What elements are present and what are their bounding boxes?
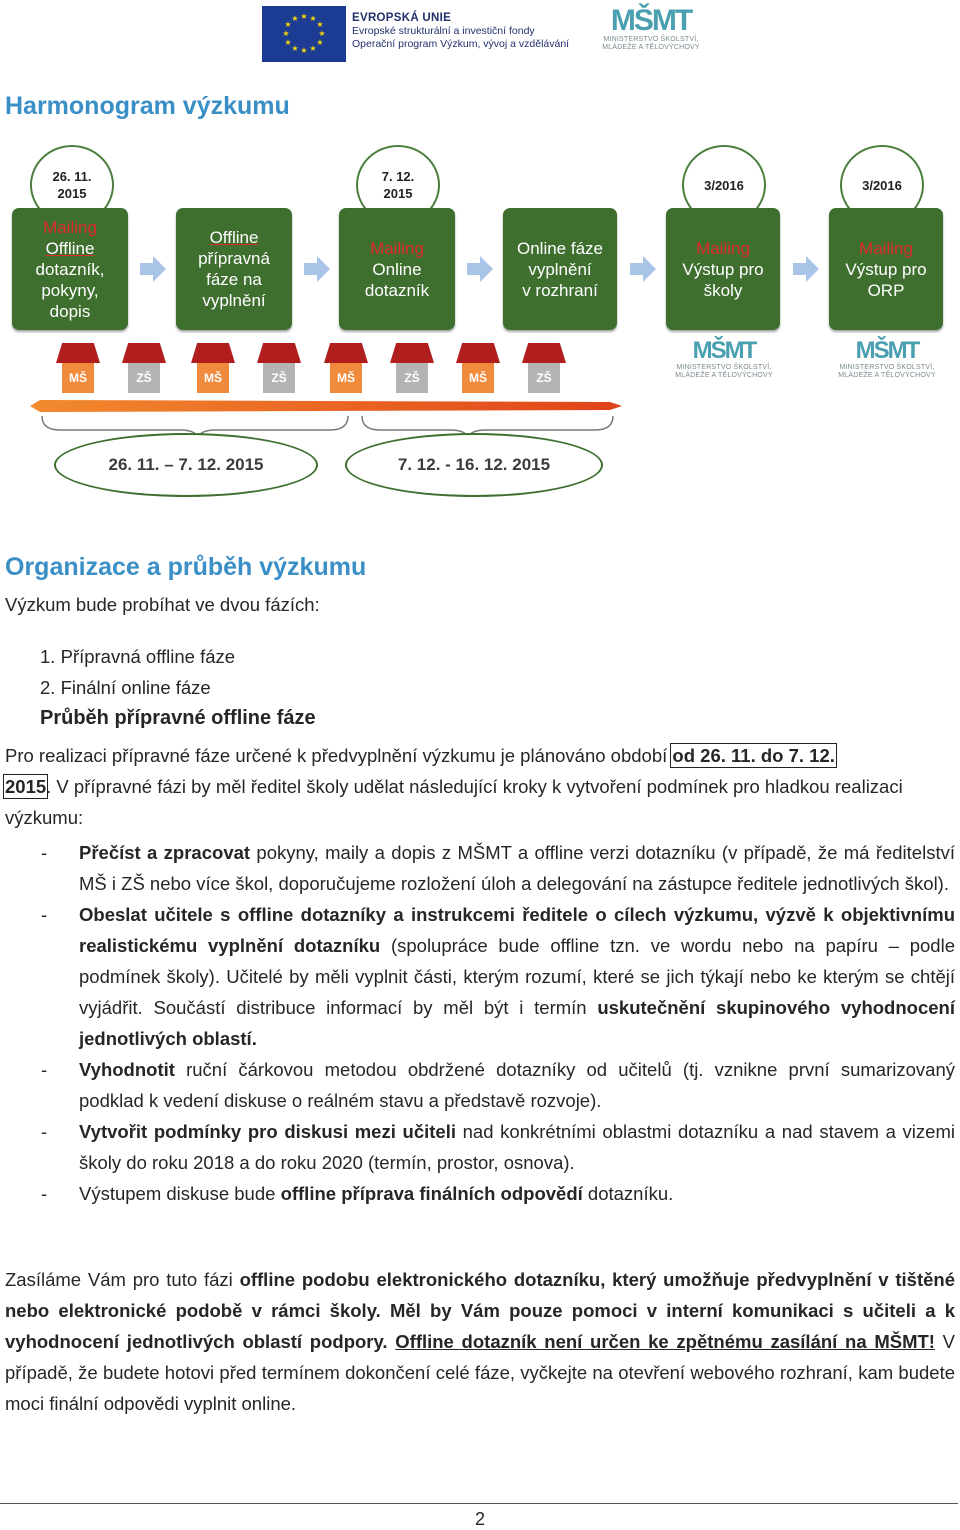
- phase-item-1: 1. Přípravná offline fáze: [40, 646, 236, 667]
- house-label: MŠ: [62, 363, 94, 393]
- harmonogram-title: Harmonogram výzkumu: [5, 92, 290, 120]
- p2-text: Zasíláme Vám pro tuto fázi: [5, 1269, 240, 1290]
- svg-text:★: ★: [309, 44, 317, 53]
- arrow-right-icon: [304, 256, 330, 282]
- period-ellipse-2: [345, 433, 603, 497]
- phase-item-2: 2. Finální online fáze: [40, 677, 211, 698]
- p2-warning: Offline dotazník není určen ke zpětnému zasílání na MŠMT!: [395, 1331, 935, 1352]
- eu-logo-text: [352, 12, 592, 51]
- house-label: MŠ: [462, 363, 494, 393]
- svg-text:★: ★: [300, 12, 308, 21]
- svg-text:★: ★: [316, 20, 324, 29]
- msmt-mark: MŠMT: [692, 337, 756, 364]
- box-line: fáze na: [206, 270, 262, 289]
- box-line: Online: [372, 259, 422, 279]
- step-bold: Vyhodnotit: [79, 1059, 175, 1080]
- msmt-sub-1: MINISTERSTVO ŠKOLSTVÍ,: [603, 36, 699, 43]
- box-line: Offline: [45, 238, 95, 258]
- school-house-ms: [456, 343, 500, 393]
- eu-line-3: Operační program Výzkum, vývoj a vzdělávání: [352, 38, 570, 50]
- phase-box-2: [176, 208, 292, 330]
- p2-text-2: V případě, že budete hotovi před termínem dokončení celé fáze, vyčkejte na otevření webového rozhraní, kam budete moci finální odpovědi vyplnit online.: [5, 1331, 955, 1414]
- mailing-label: Mailing: [859, 238, 913, 258]
- msmt-mark: MŠMT: [610, 4, 692, 37]
- step-bold: Obeslat učitele s offline dotazníky a instrukcemi ředitele o cílech výzkumu, výzvě k objektivnímu realistickému vyplnění dotazníku: [79, 904, 955, 956]
- house-label: ZŠ: [396, 363, 428, 393]
- p2-bold: offline podobu elektronického dotazníku, který umožňuje předvyplnění v tištěné nebo elektronické podobě v rámci školy. Měl by Vám pouze pomoci v interní komunikaci s učiteli a k vyhodnocení jednotlivých oblastí podpory.: [5, 1269, 955, 1352]
- box-line: Výstup pro: [845, 259, 927, 279]
- msmt-logo-small: [668, 338, 780, 380]
- step-text: pokyny, maily a dopis z MŠMT a offline verzi dotazníku (v případě, že má ředitelství MŠ i ZŠ nebo více škol, doporučujeme rozložení úloh a delegování na zástupce ředitele jednotlivých škol).: [79, 842, 955, 894]
- period-highlight: od 26. 11. do 7. 12.: [672, 745, 835, 766]
- msmt-sub-2: MLÁDEŽE A TĚLOVÝCHOVY: [838, 372, 936, 379]
- svg-text:★: ★: [316, 38, 324, 47]
- page-number: 2: [474, 1509, 485, 1529]
- date-circle-text: 7. 12. 2015: [381, 169, 415, 201]
- box-line: dotazník,: [35, 259, 105, 279]
- phase-box-1: [12, 208, 128, 330]
- house-label: ZŠ: [263, 363, 295, 393]
- arrow-right-icon: [630, 256, 656, 282]
- msmt-logo: [596, 6, 706, 52]
- p1-text-2: . V přípravné fázi by měl ředitel školy udělat následující kroky k vytvoření podmínek pro hladkou realizaci výzkumu:: [5, 776, 903, 828]
- svg-text:★: ★: [309, 14, 317, 23]
- arrow-right-icon: [467, 256, 493, 282]
- msmt-sub-2: MLÁDEŽE A TĚLOVÝCHOVY: [675, 372, 773, 379]
- house-label: ZŠ: [528, 363, 560, 393]
- arrow-right-icon: [140, 256, 166, 282]
- period-highlight-year: 2015: [5, 776, 47, 797]
- date-circle-text: 3/2016: [704, 177, 744, 193]
- msmt-sub-1: MINISTERSTVO ŠKOLSTVÍ,: [839, 364, 935, 371]
- p1-text: Pro realizaci přípravné fáze určené k předvyplnění výzkumu je plánováno období: [5, 745, 673, 766]
- step-bold: Vytvořit podmínky pro diskusi mezi učiteli: [79, 1121, 456, 1142]
- svg-text:★: ★: [291, 14, 299, 23]
- list-item: - Vyhodnotit ruční čárkovou metodou obdržené dotazníky od učitelů (tj. vznikne první sumarizovaný podklad k vedení diskuse o reálném stavu a představě rozvoje).: [41, 1059, 955, 1111]
- box-line: ORP: [867, 280, 905, 300]
- box-line: v rozhraní: [522, 280, 598, 300]
- box-line: dopis: [49, 301, 91, 321]
- subtitle: Průběh přípravné offline fáze: [40, 707, 316, 729]
- school-house-zs: [390, 343, 434, 393]
- mailing-label: Mailing: [43, 217, 97, 237]
- list-item: - Výstupem diskuse bude offline příprava finálních odpovědí dotazníku.: [41, 1183, 674, 1204]
- eu-line-2: Evropské strukturální a investiční fondy: [352, 25, 535, 37]
- list-item: - Vytvořit podmínky pro diskusi mezi učiteli nad konkrétními oblastmi dotazníku a nad stavem a vizemi školy do roku 2018 a do roku 2020 (termín, prostor, osnova).: [41, 1121, 955, 1173]
- school-house-zs: [122, 343, 166, 393]
- house-label: ZŠ: [128, 363, 160, 393]
- mailing-label: Mailing: [370, 238, 424, 258]
- svg-text:★: ★: [291, 44, 299, 53]
- arrow-right-icon: [793, 256, 819, 282]
- step-text: nad konkrétními oblastmi dotazníku a nad stavem a vizemi školy do roku 2018 a do roku 2020 (termín, prostor, osnova).: [79, 1121, 955, 1173]
- date-circle-text: 26. 11. 2015: [52, 169, 92, 201]
- svg-text:★: ★: [282, 29, 290, 38]
- step-bold: uskutečnění skupinového vyhodnocení jednotlivých oblastí.: [79, 997, 955, 1049]
- msmt-mark: MŠMT: [855, 337, 919, 364]
- box-line: vyplnění: [528, 259, 592, 279]
- date-circle-text: 3/2016: [862, 177, 902, 193]
- step-text: dotazníku.: [582, 1183, 674, 1204]
- box-line: Online fáze: [517, 238, 603, 258]
- timeline-diagram: [0, 140, 960, 500]
- phase-box-6: [829, 208, 943, 330]
- box-line: vyplnění: [202, 291, 266, 310]
- house-label: MŠ: [330, 363, 362, 393]
- phase-box-5: [666, 208, 780, 330]
- school-house-zs: [522, 343, 566, 393]
- period-ellipse-1: [54, 433, 318, 497]
- organizace-title: Organizace a průběh výzkumu: [5, 553, 367, 581]
- step-list: [5, 837, 955, 1209]
- svg-text:★: ★: [300, 46, 308, 55]
- eu-line-1: EVROPSKÁ UNIE: [352, 12, 452, 24]
- paragraph-1: [5, 740, 955, 833]
- house-label: MŠ: [197, 363, 229, 393]
- paragraph-2: [5, 1264, 955, 1419]
- intro-text: Výzkum bude probíhat ve dvou fázích:: [5, 594, 320, 615]
- footer-divider: [0, 1503, 958, 1504]
- svg-text:★: ★: [318, 29, 326, 38]
- list-item: - Obeslat učitele s offline dotazníky a instrukcemi ředitele o cílech výzkumu, výzvě k objektivnímu realistickému vyplnění dotazníku (spolupráce bude offline tzn. ve wordu nebo na papíru – podle podmínek školy). Učitelé by měli vyplnit části, kterým rozumí, které se jich týkají nebo ke kterým se chtějí vyjádřit. Součástí distribuce informací by měl být i termín uskutečnění skupinového vyhodnocení jednotlivých oblastí.: [41, 904, 955, 1049]
- box-line: pokyny,: [41, 280, 99, 300]
- box-line: přípravná: [198, 249, 270, 268]
- step-bold: Přečíst a zpracovat: [79, 842, 251, 863]
- box-line: školy: [703, 280, 743, 300]
- step-text: (spolupráce bude offline tzn. ve wordu nebo na papíru – podle podmínek školy). Učitelé by měli vyplnit části, kterým rozumí, které se jich týkají nebo ke kterým se chtějí vyjádřit. Součástí distribuce informací by měl být i termín: [79, 935, 955, 1018]
- step-bold: offline příprava finálních odpovědí: [280, 1183, 583, 1204]
- school-house-zs: [257, 343, 301, 393]
- box-line: Offline: [209, 228, 259, 247]
- msmt-logo-small: [831, 338, 943, 380]
- box-line: dotazník: [364, 280, 430, 300]
- school-house-ms: [56, 343, 100, 393]
- svg-text:★: ★: [284, 38, 292, 47]
- period-label: 7. 12. - 16. 12. 2015: [397, 455, 551, 474]
- msmt-sub-1: MINISTERSTVO ŠKOLSTVÍ,: [676, 364, 772, 371]
- school-house-ms: [324, 343, 368, 393]
- step-text: ruční čárkovou metodou obdržené dotazníky od učitelů (tj. vznikne první sumarizovaný podklad k vedení diskuse o reálném stavu a představě rozvoje).: [79, 1059, 955, 1111]
- list-item: - Přečíst a zpracovat pokyny, maily a dopis z MŠMT a offline verzi dotazníku (v případě, že má ředitelství MŠ i ZŠ nebo více škol, doporučujeme rozložení úloh a delegování na zástupce ředitele jednotlivých škol).: [41, 842, 955, 894]
- period-label: 26. 11. – 7. 12. 2015: [108, 455, 264, 474]
- msmt-sub-2: MLÁDEŽE A TĚLOVÝCHOVY: [602, 44, 700, 51]
- box-line: Výstup pro: [682, 259, 764, 279]
- step-text: Výstupem diskuse bude: [79, 1183, 281, 1204]
- phase-box-3: [339, 208, 455, 330]
- svg-text:★: ★: [284, 20, 292, 29]
- phase-box-4: [503, 208, 617, 330]
- mailing-label: Mailing: [696, 238, 750, 258]
- school-house-ms: [191, 343, 235, 393]
- eu-flag-logo: [262, 6, 346, 62]
